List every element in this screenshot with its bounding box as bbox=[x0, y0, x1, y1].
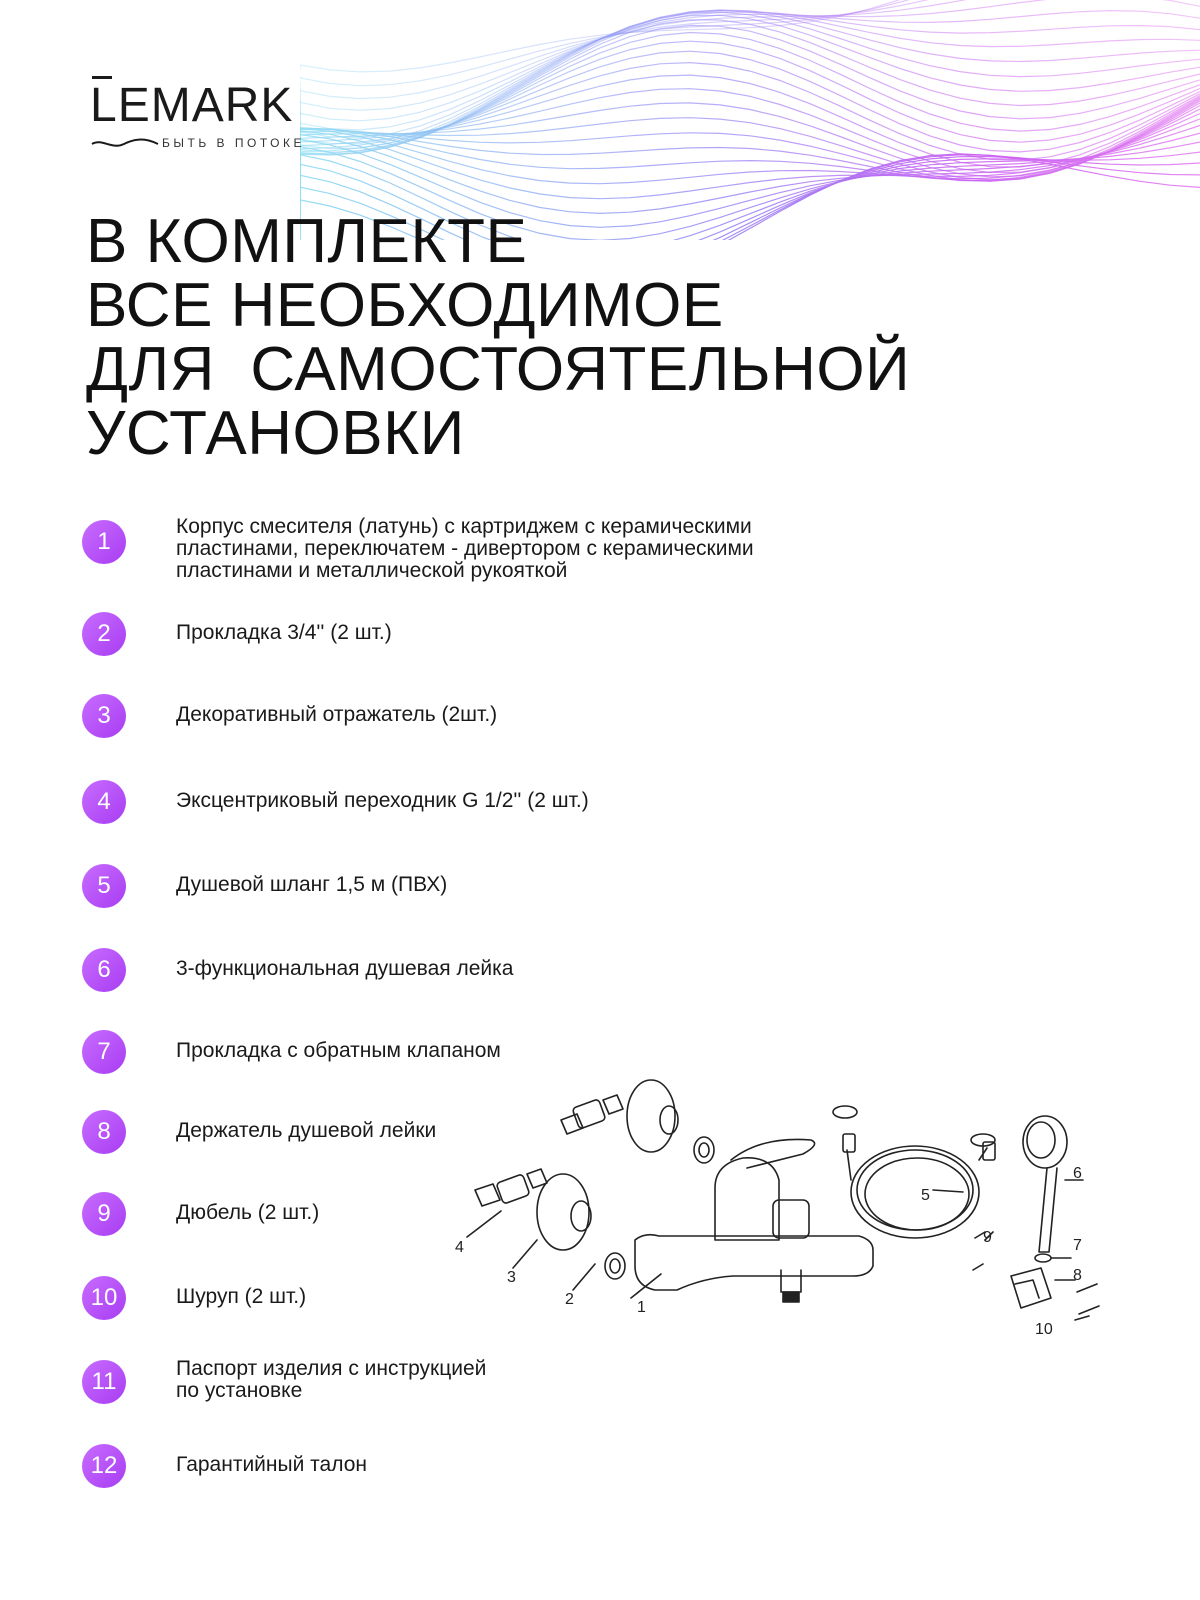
item-number-badge: 1 bbox=[82, 520, 126, 564]
callout-2: 2 bbox=[565, 1291, 574, 1308]
callout-9: 9 bbox=[983, 1229, 992, 1246]
callout-6: 6 bbox=[1073, 1165, 1082, 1182]
mixer-body-illustration bbox=[635, 1139, 873, 1302]
item-text: 3-функциональная душевая лейка bbox=[176, 957, 514, 980]
item-number-badge: 10 bbox=[82, 1276, 126, 1320]
item-number-badge: 6 bbox=[82, 948, 126, 992]
item-text-line: по установке bbox=[176, 1379, 303, 1402]
item-number-badge: 2 bbox=[82, 612, 126, 656]
item-text: Держатель душевой лейки bbox=[176, 1119, 437, 1142]
item-text: Душевой шланг 1,5 м (ПВХ) bbox=[176, 873, 448, 896]
kit-exploded-diagram bbox=[455, 1070, 1115, 1390]
item-text: Прокладка 3/4'' (2 шт.) bbox=[176, 621, 392, 644]
item-text-line: Паспорт изделия с инструкцией bbox=[176, 1357, 487, 1380]
item-text-line: Корпус смесителя (латунь) с картриджем с керамическими bbox=[176, 515, 752, 538]
reflector-illustration bbox=[627, 1080, 678, 1152]
callout-10: 10 bbox=[1035, 1321, 1053, 1338]
item-text: Прокладка с обратным клапаном bbox=[176, 1039, 501, 1062]
item-number-badge: 8 bbox=[82, 1110, 126, 1154]
diagram-callouts bbox=[455, 1165, 1082, 1338]
item-text-line: пластинами и металлической рукояткой bbox=[176, 559, 568, 582]
callout-1: 1 bbox=[637, 1299, 646, 1316]
eccentric-adapter-illustration bbox=[475, 1169, 547, 1206]
item-number-badge: 4 bbox=[82, 780, 126, 824]
item-text: Гарантийный талон bbox=[176, 1453, 367, 1476]
item-text: Эксцентриковый переходник G 1/2'' (2 шт.) bbox=[176, 789, 589, 812]
screw-illustration bbox=[1077, 1284, 1099, 1314]
shower-holder-illustration bbox=[1011, 1268, 1051, 1308]
item-text: Декоративный отражатель (2шт.) bbox=[176, 703, 498, 726]
item-number-badge: 11 bbox=[82, 1360, 126, 1404]
headline-line: ВСЕ НЕОБХОДИМОЕ bbox=[86, 271, 724, 340]
headline-line: УСТАНОВКИ bbox=[86, 399, 465, 468]
item-text: Шуруп (2 шт.) bbox=[176, 1285, 307, 1308]
item-text: Дюбель (2 шт.) bbox=[176, 1201, 320, 1224]
item-text bbox=[176, 516, 876, 582]
eccentric-adapter-illustration bbox=[561, 1095, 623, 1134]
shower-hose-illustration bbox=[833, 1106, 995, 1238]
headline-line: ДЛЯ САМОСТОЯТЕЛЬНОЙ bbox=[86, 335, 911, 404]
item-number-badge: 7 bbox=[82, 1030, 126, 1074]
item-number-badge: 3 bbox=[82, 694, 126, 738]
brand-name: LEMARK bbox=[90, 79, 294, 132]
item-number-badge: 5 bbox=[82, 864, 126, 908]
headline-line: В КОМПЛЕКТЕ bbox=[86, 207, 528, 276]
reflector-illustration bbox=[537, 1174, 591, 1250]
callout-3: 3 bbox=[507, 1269, 516, 1286]
callout-8: 8 bbox=[1073, 1267, 1082, 1284]
callout-4: 4 bbox=[455, 1239, 464, 1256]
shower-head-illustration bbox=[1023, 1116, 1067, 1252]
callout-5: 5 bbox=[921, 1187, 930, 1204]
gasket-illustration bbox=[605, 1253, 625, 1279]
item-number-badge: 12 bbox=[82, 1444, 126, 1488]
gasket-illustration bbox=[694, 1137, 714, 1163]
item-number-badge: 9 bbox=[82, 1192, 126, 1236]
brand-tagline: БЫТЬ В ПОТОКЕ bbox=[162, 136, 305, 150]
callout-7: 7 bbox=[1073, 1237, 1082, 1254]
check-valve-gasket-illustration bbox=[1035, 1254, 1051, 1262]
item-text-line: пластинами, переключатем - дивертором с керамическими bbox=[176, 537, 754, 560]
